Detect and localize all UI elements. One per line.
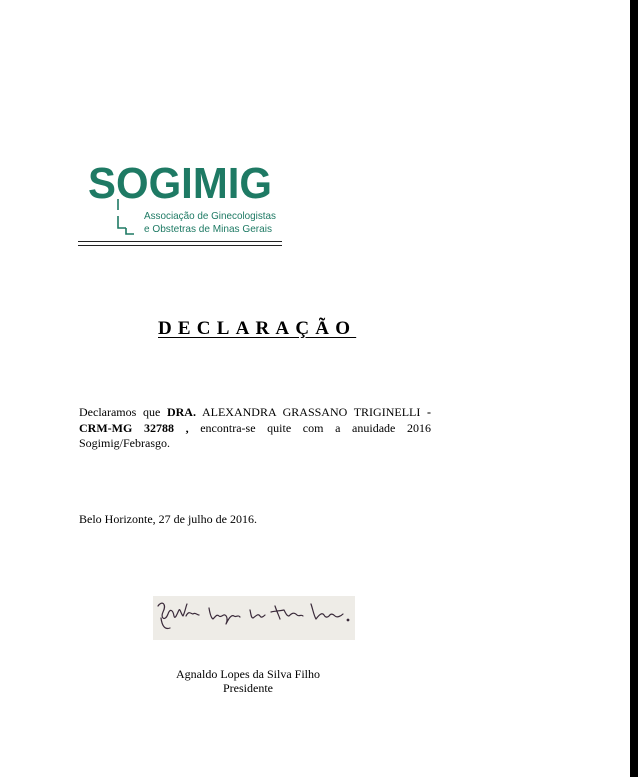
logo-wordmark: SOGIMIG <box>88 159 272 208</box>
doctor-name: ALEXANDRA GRASSANO TRIGINELLI <box>201 405 421 419</box>
document-title: DECLARAÇÃO <box>158 318 357 339</box>
place-date: Belo Horizonte, 27 de julho de 2016. <box>79 512 257 526</box>
logo-subtitle-line2: e Obstetras de Minas Gerais <box>144 224 272 235</box>
doctor-title: DRA. <box>166 405 196 419</box>
declaration-paragraph <box>79 405 431 452</box>
signatory-role: Presidente <box>223 681 273 695</box>
header-rule-top <box>78 241 282 242</box>
sogimig-logo <box>88 158 288 238</box>
signatory-name: Agnaldo Lopes da Silva Filho <box>176 667 320 681</box>
declaration-rest: encontra-se quite com a anuidade 2016 Sogimig/Febrasgo. <box>79 420 432 450</box>
crm-registration: - CRM-MG 32788 , <box>79 405 432 435</box>
header-rule-bottom <box>78 245 282 246</box>
handwritten-signature <box>153 596 355 640</box>
logo-subtitle-line1: Associação de Ginecologistas <box>144 211 276 222</box>
declaration-intro: Declaramos que <box>79 405 161 419</box>
